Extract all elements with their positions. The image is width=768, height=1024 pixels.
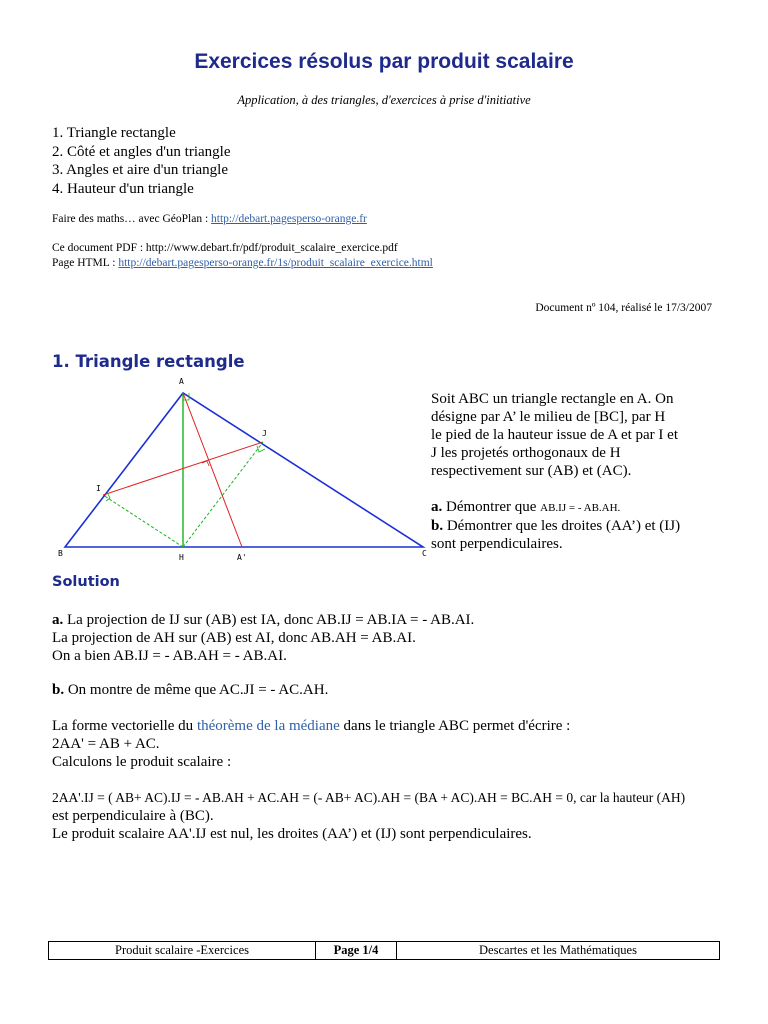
- solution-a-line-3: On a bien AB.IJ = - AB.AH = - AB.AI.: [52, 648, 287, 664]
- section-1-heading: 1. Triangle rectangle: [52, 352, 245, 371]
- median-aa-prime: [183, 393, 242, 547]
- problem-line: Soit ABC un triangle rectangle en A. On: [431, 391, 674, 407]
- label-a: A: [179, 377, 184, 386]
- footer-left: Produit scalaire -Exercices: [49, 942, 316, 959]
- html-link[interactable]: http://debart.pagesperso-orange.fr/1s/produit_scalaire_exercice.html: [118, 257, 433, 269]
- question-b-cont: sont perpendiculaires.: [431, 536, 563, 552]
- solution-a-line-2: La projection de AH sur (AB) est AI, donc AB.AH = AB.AI.: [52, 630, 416, 646]
- median-theorem-link[interactable]: théorème de la médiane: [196, 718, 340, 734]
- html-prefix: Page HTML :: [52, 257, 116, 269]
- triangle-figure: [52, 372, 432, 562]
- solution-a-line-1: a. La projection de IJ sur (AB) est IA, donc AB.IJ = AB.IA = - AB.AI.: [52, 612, 475, 628]
- toc-item-1[interactable]: 1. Triangle rectangle: [52, 125, 176, 141]
- document-title: Exercices résolus par produit scalaire: [194, 50, 574, 73]
- question-b: b. Démontrer que les droites (AA’) et (IJ): [431, 518, 681, 534]
- median-formula: 2AA' = AB + AC.: [52, 736, 160, 752]
- label-c: C: [422, 549, 427, 558]
- question-a: a. Démontrer que AB.IJ = - AB.AH.: [431, 499, 621, 515]
- footer-right: Descartes et les Mathématiques: [479, 943, 637, 957]
- conclusion: Le produit scalaire AA'.IJ est nul, les droites (AA’) et (IJ) sont perpendiculaires.: [52, 826, 532, 842]
- compute-formula-cont: est perpendiculaire à (BC).: [52, 808, 214, 824]
- label-b: B: [58, 549, 63, 558]
- document-reference: Document nº 104, réalisé le 17/3/2007: [535, 302, 712, 314]
- document-subtitle: Application, à des triangles, d'exercices à prise d'initiative: [237, 93, 531, 107]
- pdf-line: Ce document PDF : http://www.debart.fr/pdf/produit_scalaire_exercice.pdf: [52, 242, 398, 254]
- median-line: La forme vectorielle du théorème de la médiane dans le triangle ABC permet d'écrire :: [52, 718, 571, 734]
- table-of-contents: [52, 124, 231, 198]
- label-j: J: [262, 429, 267, 438]
- label-h: H: [179, 553, 184, 562]
- compute-formula: 2AA'.IJ = ( AB+ AC).IJ = - AB.AH + AC.AH = (- AB+ AC).AH = (BA + AC).AH = BC.AH = 0, car la hauteur (AH): [52, 790, 686, 805]
- toc-item-4[interactable]: 4. Hauteur d'un triangle: [52, 180, 194, 197]
- segment-hj: [183, 442, 263, 547]
- toc-item-2[interactable]: 2. Côté et angles d'un triangle: [52, 143, 231, 160]
- page-footer: [48, 941, 720, 960]
- segment-hi: [103, 495, 183, 547]
- problem-line: J les projetés orthogonaux de H: [431, 445, 621, 461]
- problem-line: respectivement sur (AB) et (AC).: [431, 463, 632, 479]
- toc-item-3[interactable]: 3. Angles et aire d'un triangle: [52, 162, 228, 178]
- geoplan-line: [52, 213, 367, 225]
- geoplan-link[interactable]: http://debart.pagesperso-orange.fr: [211, 213, 367, 225]
- problem-line: le pied de la hauteur issue de A et par I et: [431, 427, 678, 443]
- problem-line: désigne par A’ le milieu de [BC], par H: [431, 409, 666, 425]
- footer-page-number: Page 1/4: [316, 942, 397, 959]
- compute-intro: Calculons le produit scalaire :: [52, 754, 232, 770]
- label-i: I: [96, 484, 101, 493]
- label-a-prime: A': [237, 553, 247, 562]
- geoplan-prefix: Faire des maths… avec GéoPlan :: [52, 213, 209, 225]
- problem-statement: [431, 390, 731, 553]
- html-line: [52, 257, 433, 269]
- solution-b-line-1: b. On montre de même que AC.JI = - AC.AH.: [52, 682, 329, 698]
- solution-heading: Solution: [52, 574, 120, 590]
- triangle-abc: [65, 393, 423, 547]
